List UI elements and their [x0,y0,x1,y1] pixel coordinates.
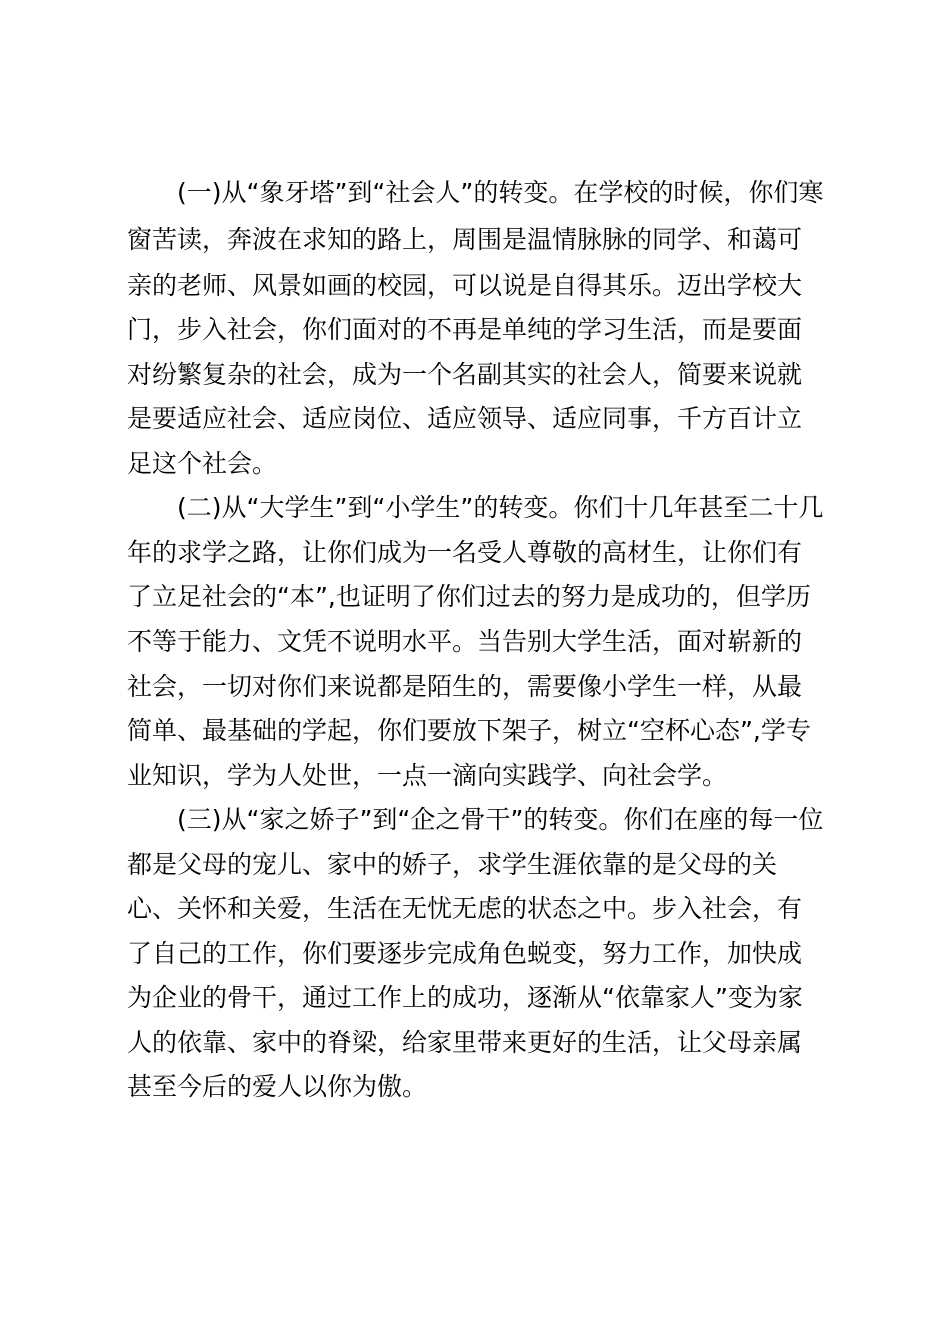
paragraph-1-line-3: 亲的老师、风景如画的校园，可以说是自得其乐。迈出学校大 [127,271,803,300]
paragraph-2-line-6: 简单、最基础的学起，你们要放下架子，树立“空杯心态”,学专 [127,716,811,745]
paragraph-1-line-1: (一)从“象牙塔”到“社会人”的转变。在学校的时候，你们寒 [127,178,824,207]
paragraph-3-line-7: 甚至今后的爱人以你为傲。 [127,1072,428,1101]
paragraph-2-line-7: 业知识，学为人处世，一点一滴向实践学、向社会学。 [127,761,728,790]
paragraph-2-line-5: 社会，一切对你们来说都是陌生的，需要像小学生一样，从最 [127,672,803,701]
paragraph-2-line-1: (二)从“大学生”到“小学生”的转变。你们十几年甚至二十几 [127,493,824,522]
paragraph-1-line-5: 对纷繁复杂的社会，成为一个名副其实的社会人，简要来说就 [127,360,803,389]
paragraph-2-line-3: 了立足社会的“本”,也证明了你们过去的努力是成功的，但学历 [127,582,811,611]
paragraph-1-line-2: 窗苦读，奔波在求知的路上，周围是温情脉脉的同学、和蔼可 [127,225,803,254]
paragraph-2-line-2: 年的求学之路，让你们成为一名受人尊敬的高材生，让你们有 [127,538,803,567]
paragraph-3-line-1: (三)从“家之娇子”到“企之骨干”的转变。你们在座的每一位 [127,805,824,834]
paragraph-3-line-3: 心、关怀和关爱，生活在无忧无虑的状态之中。步入社会，有 [127,894,803,923]
paragraph-1-line-4: 门，步入社会，你们面对的不再是单纯的学习生活，而是要面 [127,315,803,344]
paragraph-2-line-4: 不等于能力、文凭不说明水平。当告别大学生活，面对崭新的 [127,627,803,656]
paragraph-1-line-6: 是要适应社会、适应岗位、适应领导、适应同事，千方百计立 [127,404,803,433]
paragraph-1-line-7: 足这个社会。 [127,449,278,478]
paragraph-3-line-5: 为企业的骨干，通过工作上的成功，逐渐从“依靠家人”变为家 [127,983,803,1012]
paragraph-3-line-6: 人的依靠、家中的脊梁，给家里带来更好的生活，让父母亲属 [127,1028,803,1057]
paragraph-3-line-2: 都是父母的宠儿、家中的娇子，求学生涯依靠的是父母的关 [127,850,778,879]
paragraph-3-line-4: 了自己的工作，你们要逐步完成角色蜕变，努力工作，加快成 [127,939,803,968]
